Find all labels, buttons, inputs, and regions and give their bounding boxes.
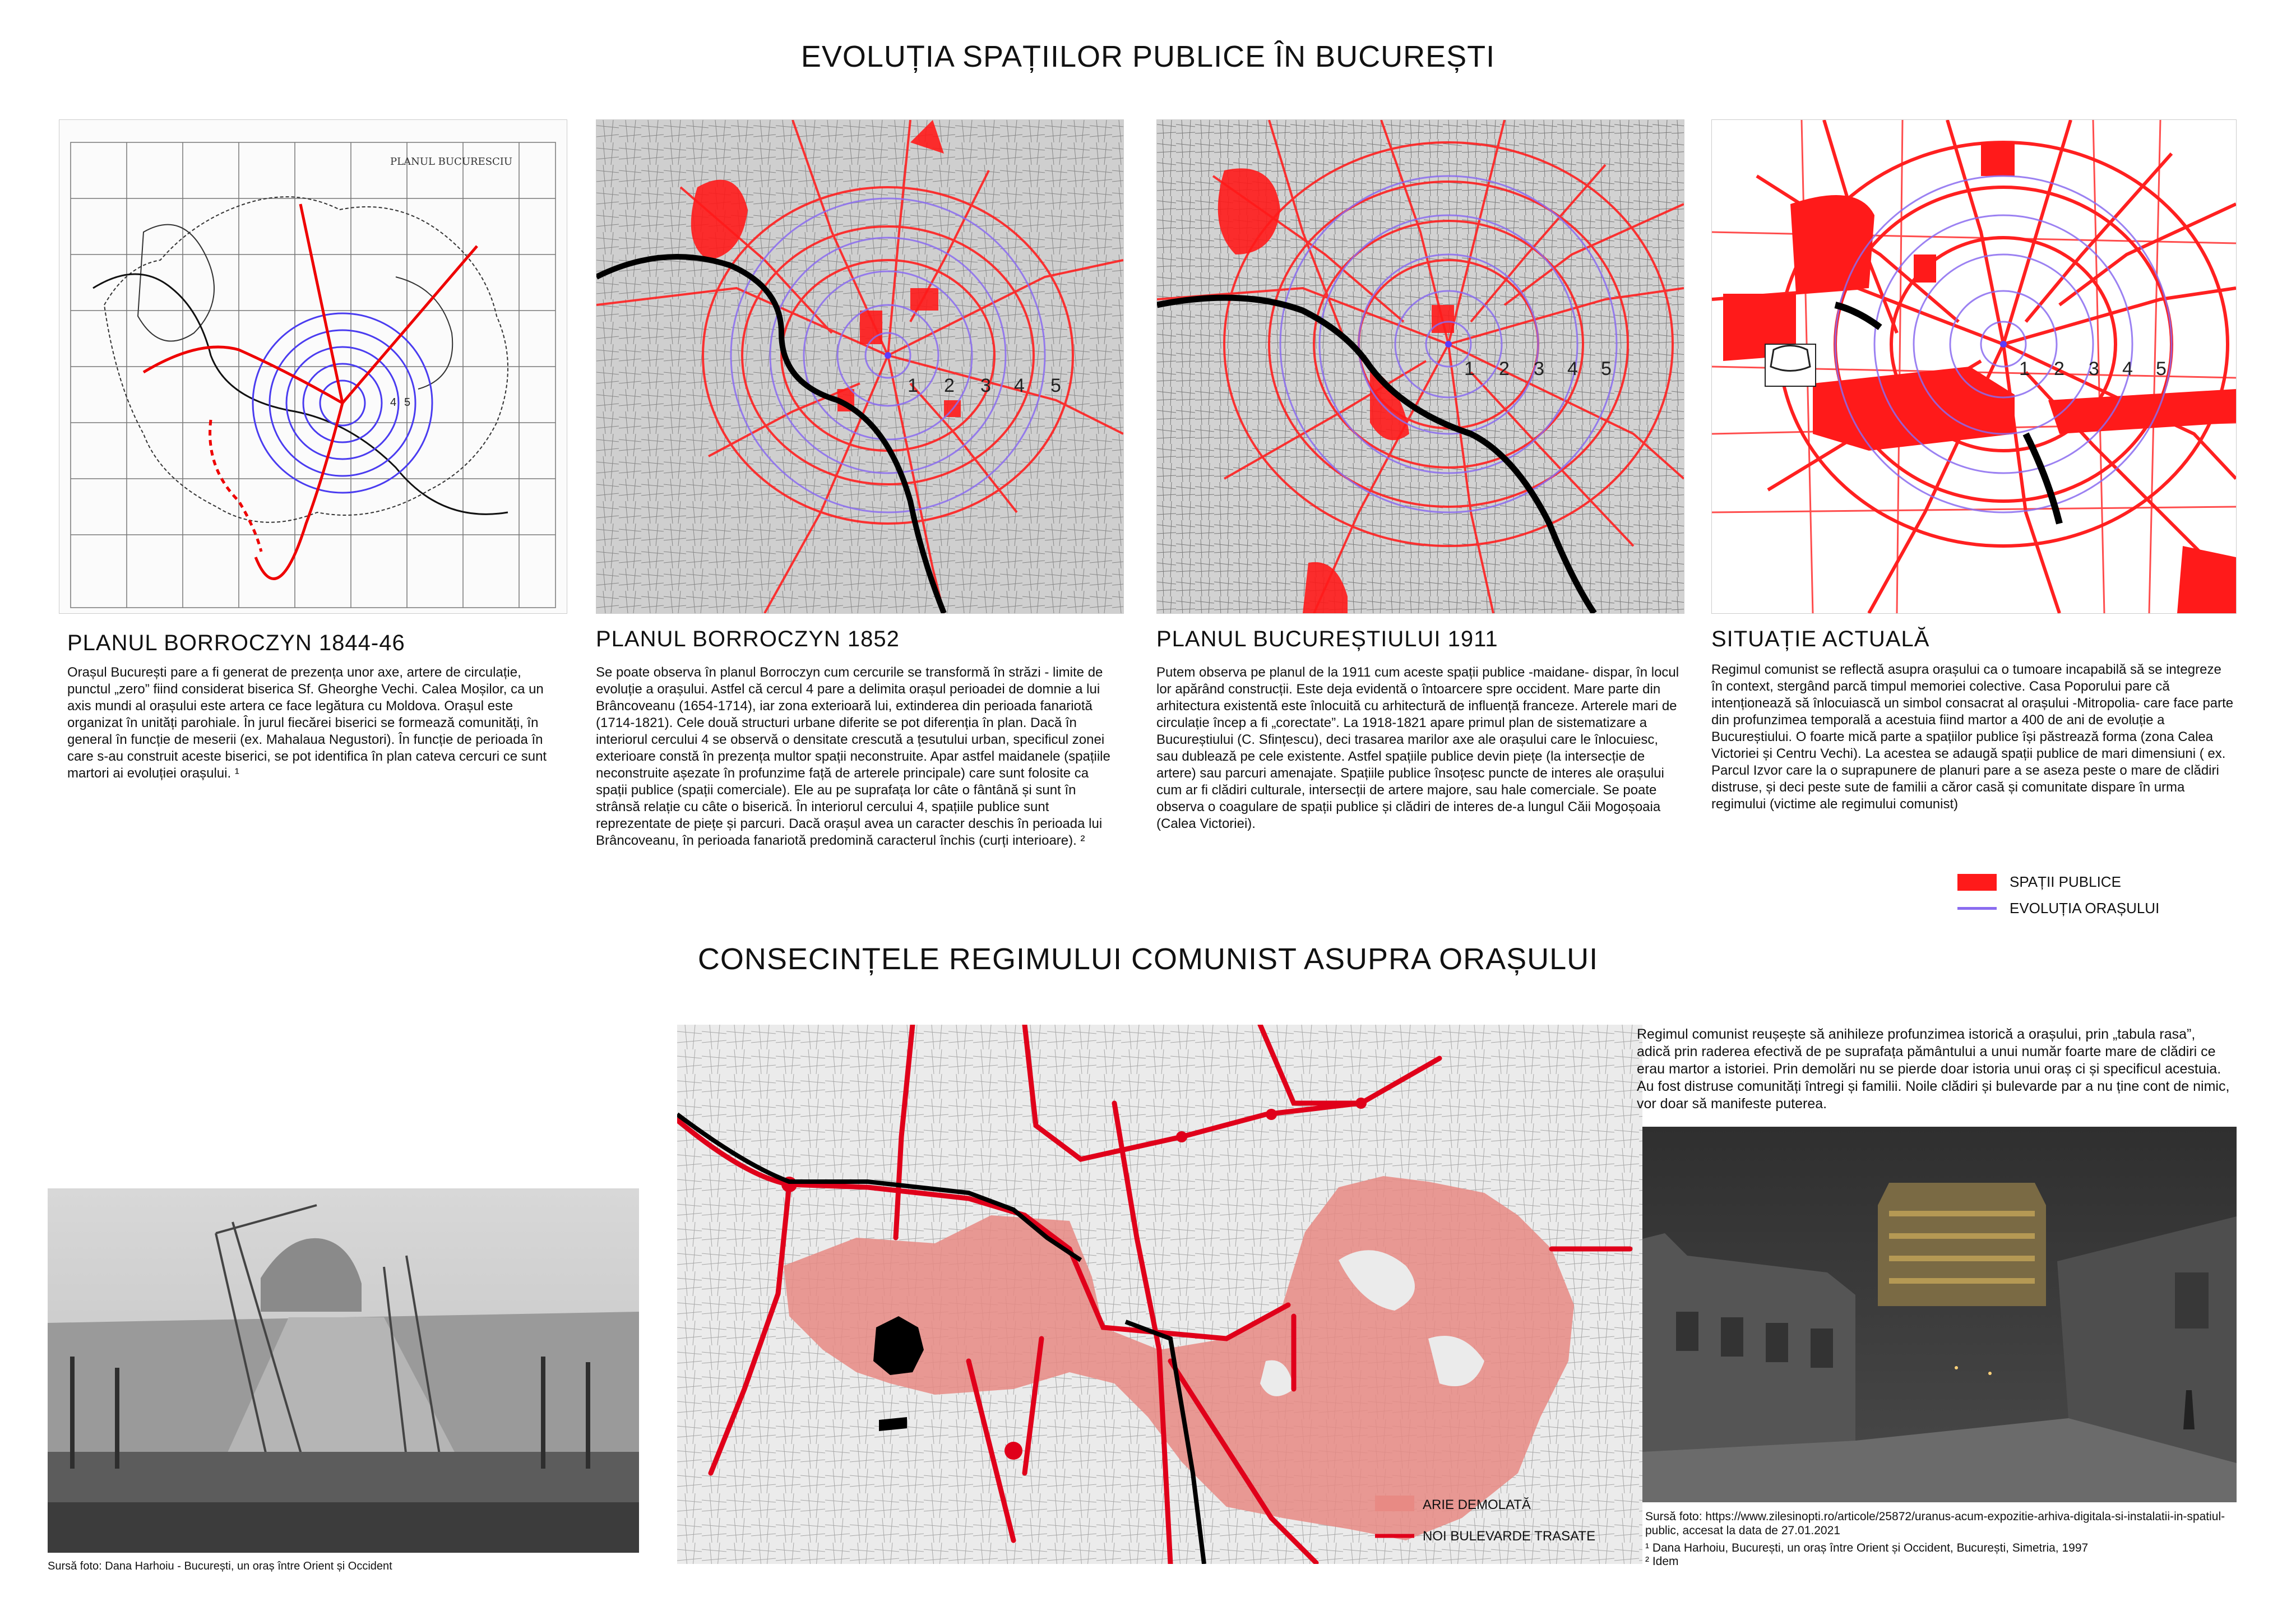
map-1-cartouche: PLANUL BUCURESCIU	[390, 156, 513, 168]
map-situatie-actuala	[1711, 119, 2237, 614]
footnote-2: ² Idem	[1645, 1555, 1679, 1568]
communist-regime-text: Regimul comunist reușește să anihileze profunzimea istorică a orașului, prin „tabula rasa”, adică prin raderea efectivă de pe suprafața pământului a unui număr foarte mare de clădiri ce erau martor a istoriei. Prin demolări nu se pierde doar istoria unui oraș ci și specificul acestuia. Au fost distruse comunități întregi și familii. Noile clădiri și bulevarde par a nu ține cont de nimic, vor doar să manifeste puterea.	[1637, 1026, 2230, 1112]
legend-demolished-swatch	[1375, 1496, 1414, 1511]
ring-label-3: 3	[980, 375, 991, 396]
left-photo-source: Sursă foto: Dana Harhoiu - București, un oraș între Orient și Occident	[48, 1560, 392, 1572]
legend-public-space-swatch	[1957, 874, 1997, 891]
legend-public-space-label: SPAȚII PUBLICE	[2010, 873, 2121, 890]
ring-label-4: 4	[1014, 375, 1025, 396]
ring-label-4: 4	[2122, 358, 2133, 379]
map-demolished-area	[677, 1025, 1642, 1564]
map-borroczyn-1852-drawing	[596, 120, 1123, 613]
page-title: EVOLUȚIA SPAȚIILOR PUBLICE ÎN BUCUREȘTI	[800, 40, 1496, 73]
ring-label-2: 2	[944, 375, 955, 396]
panel-1-title: PLANUL BORROCZYN 1844-46	[67, 631, 405, 655]
panel-4-text: Regimul comunist se reflectă asupra orașului ca o tumoare incapabilă să se integreze în context, stergând parcă timpul memoriei colective. Casa Poporului pare că intenționează să înlocuiască un simbol consacrat al orașului -Mitropolia- care face parte din profunzimea temporală a acestuia fiind martor a 400 de ani de evoluție a Bucureștiului. O foarte mică parte a spațiilor publice își păstrează forma (zona Calea Victoriei și Centru Vechi). La acestea se adaugă spații publice de mari dimensiuni ( ex. Parcul Izvor care la o suprapunere de planuri pare a se aseza peste o mare de clădiri distruse, și deci peste sute de familii a căror casă și comunitate dispare în urma regimului (victime ale regimului comunist)	[1711, 662, 2234, 812]
footnote-1: ¹ Dana Harhoiu, București, un oraș între Orient și Occident, București, Simetria, 1997	[1645, 1542, 2089, 1554]
map-situatie-actuala-drawing	[1712, 120, 2236, 613]
map-demolished-area-drawing	[677, 1025, 1642, 1564]
map-borroczyn-1844	[59, 119, 567, 614]
panel-2-title: PLANUL BORROCZYN 1852	[596, 627, 900, 651]
svg-text:4: 4	[390, 396, 397, 409]
map-bucuresti-1911	[1156, 119, 1684, 614]
panel-3-title: PLANUL BUCUREȘTIULUI 1911	[1156, 627, 1498, 651]
section-communist-title: CONSECINȚELE REGIMULUI COMUNIST ASUPRA ORAȘULUI	[697, 942, 1599, 976]
map-bucuresti-1911-drawing	[1157, 120, 1684, 613]
ring-label-1: 1	[1464, 358, 1475, 379]
right-photo-source: Sursă foto: https://www.zilesinopti.ro/articole/25872/uranus-acum-expozitie-arhiva-digitala-si-instalatii-in-spatiul-public, accesat la data de 27.01.2021	[1645, 1510, 2225, 1537]
panel-4-title: SITUAȚIE ACTUALĂ	[1711, 627, 1930, 651]
map-borroczyn-1844-drawing	[59, 120, 567, 613]
photo-construction-bw-drawing	[48, 1188, 639, 1553]
panel-1-text: Orașul București pare a fi generat de prezența unor axe, artere de circulație, punctul „zero” fiind considerat biserica Sf. Gheorghe Vechi. Calea Moșilor, ca un axis mundi al orașului este artera ce face legătura cu Moldova. Orașul este organizat în unități parohiale. În jurul fiecărei biserici se formează comunități, în general în funcție de meserii (ex. Mahalaua Negustori). În funcție de perioada în care s-au construit aceste biserici, se pot identifica în plan cateva cercuri ce sunt martori ai evoluției orașului. ¹	[67, 665, 547, 781]
ring-label-5: 5	[1050, 375, 1061, 396]
panel-2-text: Se poate observa în planul Borroczyn cum cercurile se transformă în străzi - limite de evoluție a orașului. Astfel că cercul 4 pare a delimita orașul perioadei de domnie a lui Brâncoveanu (1654-1714), iar zona exterioară lui, extinderea din perioada fanariotă (1714-1821). Cele două structuri urbane diferite se pot diferenția în plan. Dacă în interiorul cercului 4 se observă o densitate crescută a țesutului urban, specificul zonei exterioare constă în prezența multor spații neconstruite. Apar astfel maidanele (spațiile neconstruite așezate în profunzime față de arterele principale) care sunt folosite ca spații publice (spații comerciale). Ele au pe suprafața lor câte o fântână și sunt în strânsă relație cu câte o biserică. În interiorul cercului 4, spațiile publice sunt reprezentate de piețe și parcuri. Dacă orașul avea un caracter deschis în perioada lui Brâncoveanu, în perioada fanariotă predomină caracterul închis (curți interioare). ²	[596, 665, 1110, 848]
ring-label-2: 2	[1499, 358, 1510, 379]
ring-label-5: 5	[2156, 358, 2167, 379]
ring-label-3: 3	[2089, 358, 2099, 379]
ring-label-1: 1	[908, 375, 918, 396]
ring-label-1: 1	[2019, 358, 2030, 379]
legend-boulevards-label: NOI BULEVARDE TRASATE	[1423, 1529, 1596, 1544]
legend-city-evolution-label: EVOLUȚIA ORAȘULUI	[2010, 900, 2160, 917]
photo-construction-bw	[48, 1188, 639, 1553]
ring-label-5: 5	[1601, 358, 1612, 379]
ring-label-3: 3	[1534, 358, 1544, 379]
photo-casa-poporului-drawing	[1642, 1127, 2237, 1502]
legend-demolished-label: ARIE DEMOLATĂ	[1423, 1497, 1531, 1512]
photo-casa-poporului	[1642, 1127, 2237, 1502]
ring-label-4: 4	[1567, 358, 1578, 379]
svg-text:5: 5	[404, 396, 411, 409]
ring-label-2: 2	[2054, 358, 2064, 379]
legend-city-evolution-swatch	[1957, 907, 1997, 910]
panel-3-text: Putem observa pe planul de la 1911 cum aceste spații publice -maidane- dispar, în locul lor apărând construcții. Este deja evidentă o întoarcere spre occident. Mare parte din arhitectura existentă este înlocuită cu arhitectură de influență franceze. Arterele mari de circulație încep a fi „corectate”. La 1918-1821 apare primul plan de sistematizare a Bucureștiului (C. Sfințescu), deci trasarea marilor axe ale orașului care le înlocuiesc, sau dublează pe cele existente. Astfel spațiile publice devin piețe (la intersecție de artere) sau parcuri amenajate. Spațiile publice însoțesc puncte de interes ale orașului cum ar fi clădiri culturale, intersecții de artere majore, sau hale comerciale. Se poate observa o coagulare de spații publice și clădiri de interes de-a lungul Căii Mogoșoaia (Calea Victoriei).	[1156, 665, 1679, 831]
map-borroczyn-1852	[596, 119, 1124, 614]
